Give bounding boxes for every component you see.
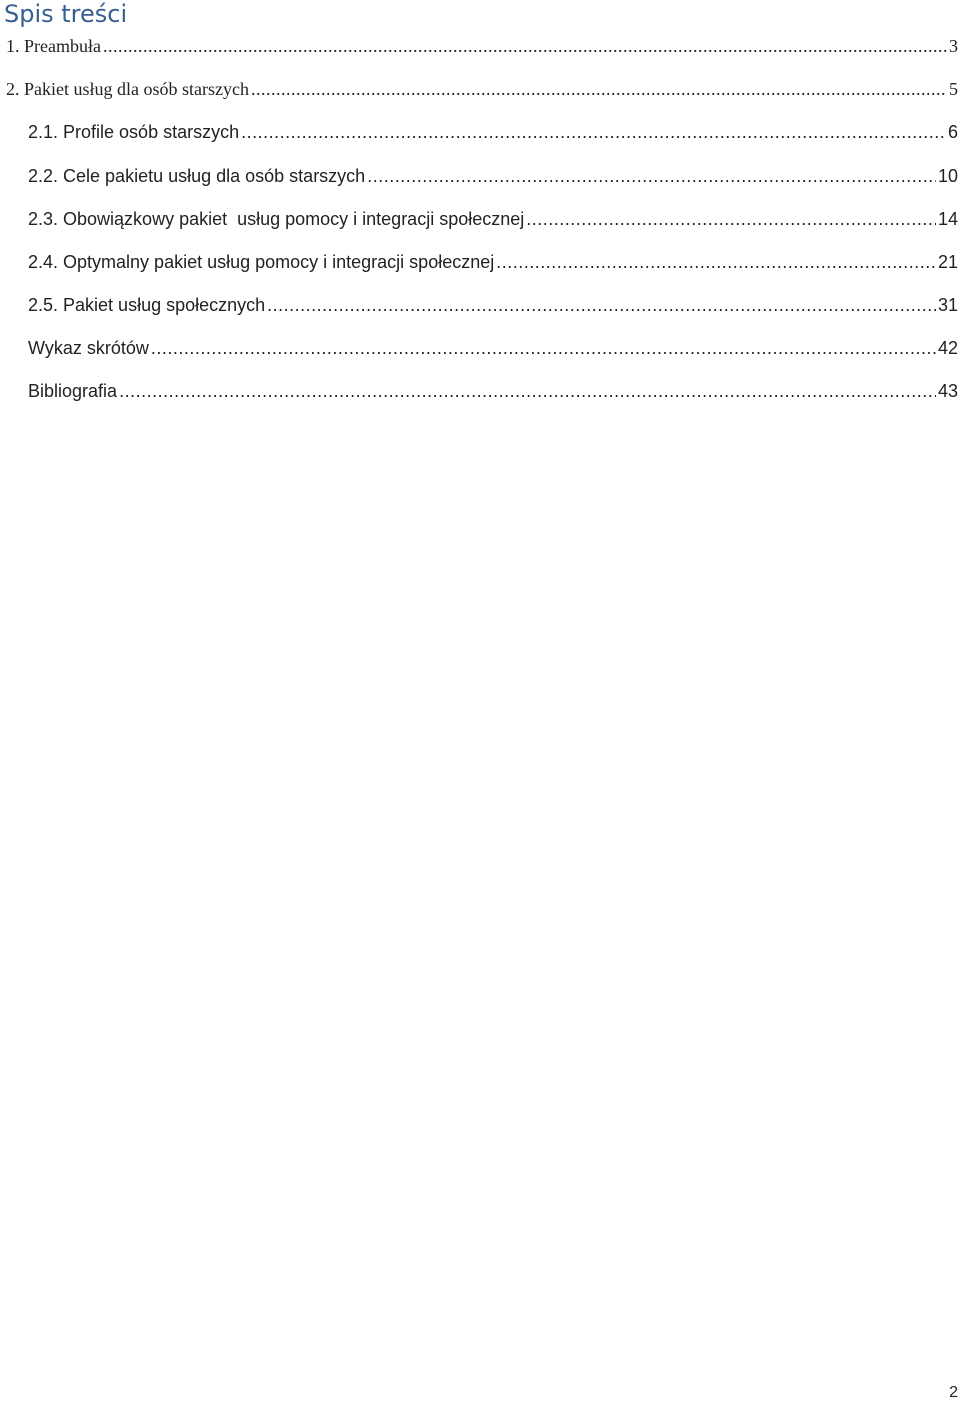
- toc-dot-leader: [526, 209, 936, 230]
- toc-entry-label: 1. Preambuła: [6, 36, 101, 56]
- toc-entry-page: 6: [947, 122, 958, 142]
- toc-entry-label: 2.2. Cele pakietu usług dla osób starszych: [28, 166, 366, 186]
- toc-entry-preambula[interactable]: [0, 36, 960, 62]
- toc-dot-leader: [241, 122, 946, 143]
- toc-dot-leader: [151, 338, 936, 359]
- toc-dot-leader: [496, 252, 936, 273]
- toc-entry-pakiet-spolecznych[interactable]: [0, 295, 960, 321]
- toc-entry-label: Bibliografia: [28, 381, 118, 401]
- toc-dot-leader: [251, 79, 947, 100]
- toc-dot-leader: [103, 36, 947, 57]
- toc-entry-label: 2.1. Profile osób starszych: [28, 122, 240, 142]
- toc-entry-bibliografia[interactable]: [0, 381, 960, 407]
- toc-entry-profile[interactable]: [0, 122, 960, 148]
- toc-entry-optymalny[interactable]: [0, 252, 960, 278]
- toc-entry-obowiazkowy[interactable]: [0, 209, 960, 235]
- toc-dot-leader: [267, 295, 936, 316]
- toc-entry-page: 14: [937, 209, 958, 229]
- toc-entry-wykaz-skrotow[interactable]: [0, 338, 960, 364]
- toc-entry-page: 5: [949, 79, 958, 99]
- toc-entry-label: 2.5. Pakiet usług społecznych: [28, 295, 266, 315]
- toc-entry-label: 2.4. Optymalny pakiet usług pomocy i integracji społecznej: [28, 252, 495, 272]
- toc-entry-label: 2.3. Obowiązkowy pakiet usług pomocy i integracji społecznej: [28, 209, 525, 229]
- toc-entry-pakiet-uslug[interactable]: [0, 79, 960, 105]
- toc-dot-leader: [119, 381, 936, 402]
- toc-dot-leader: [367, 166, 936, 187]
- toc-entry-page: 31: [937, 295, 958, 315]
- page-title: Spis treści: [4, 0, 128, 28]
- toc-entry-page: 21: [937, 252, 958, 272]
- toc-entry-page: 42: [937, 338, 958, 358]
- toc-entry-label: Wykaz skrótów: [28, 338, 149, 358]
- toc-entry-page: 43: [937, 381, 958, 401]
- toc-entry-cele[interactable]: [0, 166, 960, 192]
- toc-entry-page: 3: [949, 36, 958, 56]
- toc-entry-page: 10: [937, 166, 958, 186]
- footer-page-number: 2: [949, 1384, 958, 1401]
- toc-entry-label: 2. Pakiet usług dla osób starszych: [6, 79, 249, 99]
